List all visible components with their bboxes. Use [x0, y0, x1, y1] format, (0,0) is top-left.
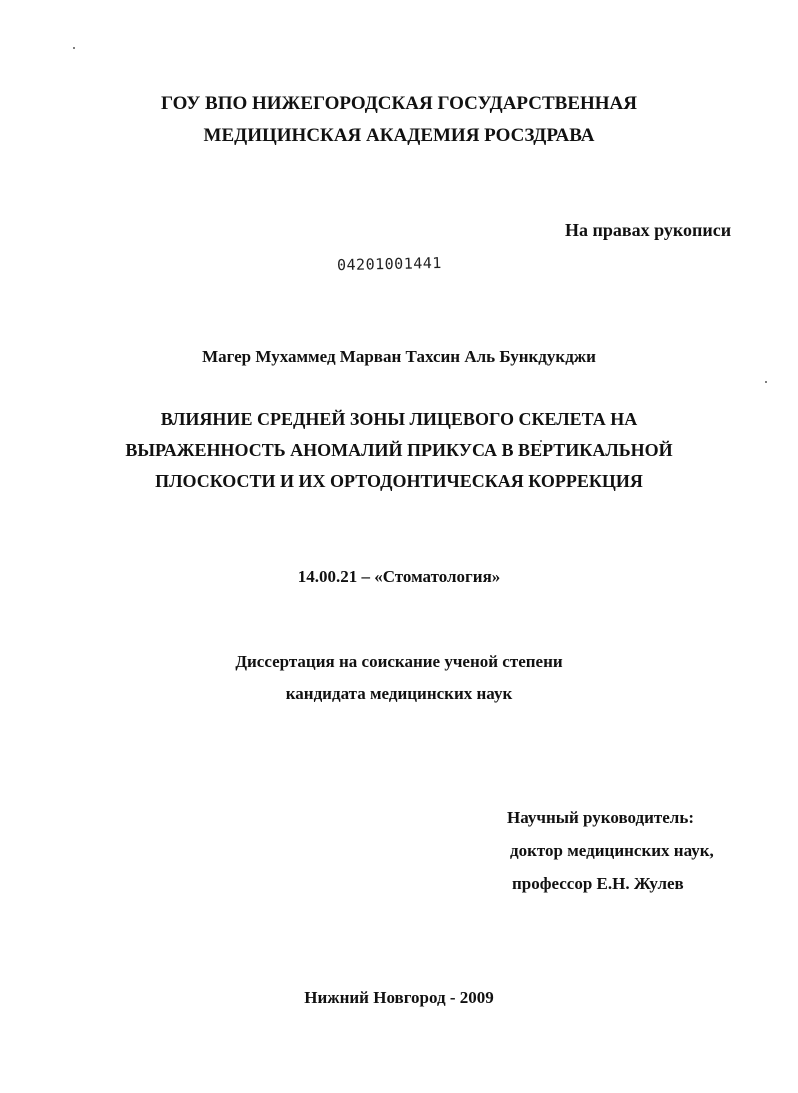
- supervisor-degree: доктор медицинских наук,: [510, 841, 714, 860]
- author-name: Магер Мухаммед Марван Тахсин Аль Бункдукджи: [202, 347, 596, 366]
- specialty-code: 14.00.21 – «Стоматология»: [297, 567, 501, 586]
- degree-line-2: кандидата медицинских наук: [285, 684, 513, 703]
- institution-line-2: МЕДИЦИНСКАЯ АКАДЕМИЯ РОСЗДРАВА: [203, 125, 595, 146]
- supervisor-name: профессор Е.Н. Жулев: [512, 874, 684, 893]
- title-line-2: ВЫРАЖЕННОСТЬ АНОМАЛИЙ ПРИКУСА В ВЕРТИКАЛЬНОЙ: [125, 440, 673, 460]
- supervisor-label: Научный руководитель:: [507, 808, 694, 827]
- title-line-3: ПЛОСКОСТИ И ИХ ОРТОДОНТИЧЕСКАЯ КОРРЕКЦИЯ: [155, 471, 643, 491]
- degree-line-1: Диссертация на соискание ученой степени: [235, 652, 563, 671]
- scan-speck: [73, 47, 75, 49]
- registry-number-stamp: 04201001441: [336, 253, 443, 275]
- institution-line-1: ГОУ ВПО НИЖЕГОРОДСКАЯ ГОСУДАРСТВЕННАЯ: [161, 93, 637, 114]
- title-line-1: ВЛИЯНИЕ СРЕДНЕЙ ЗОНЫ ЛИЦЕВОГО СКЕЛЕТА НА: [160, 409, 638, 429]
- rights-note: На правах рукописи: [565, 220, 732, 240]
- scan-speck: [765, 381, 767, 383]
- place-year: Нижний Новгород - 2009: [304, 988, 494, 1007]
